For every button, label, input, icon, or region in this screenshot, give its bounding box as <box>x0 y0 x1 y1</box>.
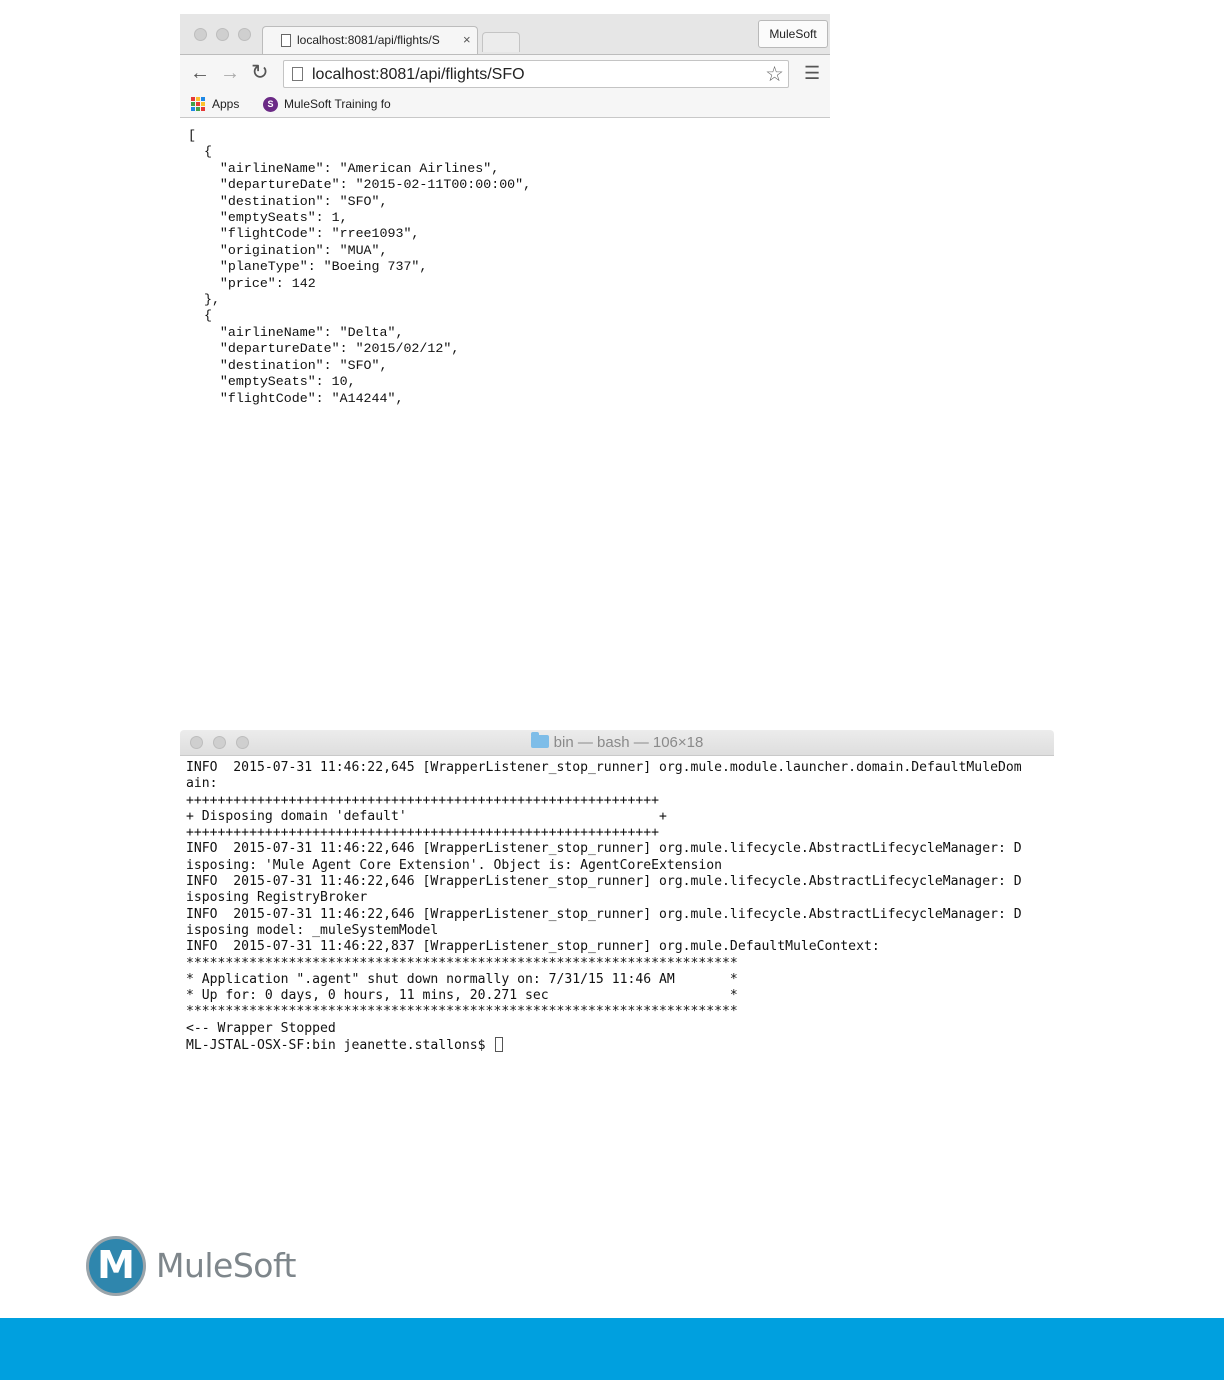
terminal-line: ++++++++++++++++++++++++++++++++++++++++++++++++++++++++++++ <box>186 792 659 808</box>
zoom-window-button[interactable] <box>238 28 251 41</box>
json-line: }, <box>203 292 220 308</box>
terminal-line: * Application ".agent" shut down normally on: 7/31/15 11:46 AM * <box>186 971 738 987</box>
close-window-button[interactable] <box>194 28 207 41</box>
forward-arrow-icon[interactable]: → <box>220 62 240 84</box>
terminal-line: isposing RegistryBroker <box>186 890 368 906</box>
new-tab-button[interactable] <box>482 32 520 52</box>
terminal-line: + Disposing domain 'default' + <box>186 808 667 824</box>
terminal-titlebar <box>180 730 1054 756</box>
terminal-line: ain: <box>186 776 218 792</box>
terminal-line: ++++++++++++++++++++++++++++++++++++++++++++++++++++++++++++ <box>186 825 659 841</box>
json-line: "departureDate": "2015-02-11T00:00:00", <box>219 177 532 193</box>
mulesoft-brand <box>86 1236 306 1296</box>
terminal-line: isposing: 'Mule Agent Core Extension'. Object is: AgentCoreExtension <box>186 857 723 873</box>
terminal-output[interactable] <box>186 760 1022 1054</box>
json-line: "destination": "SFO", <box>219 357 388 373</box>
address-bar[interactable] <box>283 60 789 88</box>
close-icon[interactable]: × <box>463 32 471 47</box>
bookmark-apps[interactable]: Apps <box>212 97 240 111</box>
browser-titlebar <box>180 14 830 54</box>
minimize-window-button[interactable] <box>216 28 229 41</box>
terminal-line: INFO 2015-07-31 11:46:22,645 [WrapperListener_stop_runner] org.mule.module.launcher.domain.DefaultMuleDom <box>186 760 1022 775</box>
terminal-line: INFO 2015-07-31 11:46:22,646 [WrapperListener_stop_runner] org.mule.lifecycle.AbstractLifecycleManager: D <box>186 874 1022 890</box>
page-icon <box>292 67 303 81</box>
terminal-line: INFO 2015-07-31 11:46:22,646 [WrapperListener_stop_runner] org.mule.lifecycle.AbstractLifecycleManager: D <box>186 841 1022 857</box>
terminal-line: INFO 2015-07-31 11:46:22,646 [WrapperListener_stop_runner] org.mule.lifecycle.AbstractLifecycleManager: D <box>186 906 1022 922</box>
json-line: "emptySeats": 1, <box>219 210 348 226</box>
json-line: "destination": "SFO", <box>219 193 388 209</box>
terminal-title-text: bin — bash — 106×18 <box>553 734 704 751</box>
tab-title: localhost:8081/api/flights/S <box>297 33 440 47</box>
menu-icon[interactable]: ☰ <box>804 63 821 83</box>
json-line: "flightCode": "rree1093", <box>219 226 420 242</box>
terminal-cursor <box>495 1037 503 1052</box>
folder-icon <box>531 735 549 748</box>
page-icon <box>281 34 291 47</box>
json-line: { <box>203 308 212 324</box>
terminal-window <box>180 730 1054 1060</box>
profile-button[interactable]: MuleSoft <box>758 20 828 48</box>
json-line: "flightCode": "A14244", <box>219 390 404 406</box>
json-line: "airlineName": "American Airlines", <box>219 160 500 176</box>
footer-bar <box>0 1318 1224 1380</box>
terminal-line: ********************************************************************** <box>186 1004 738 1020</box>
terminal-line: ML-JSTAL-OSX-SF:bin jeanette.stallons$ <box>186 1038 494 1054</box>
url-text[interactable]: localhost:8081/api/flights/SFO <box>312 66 525 83</box>
bookmarks-bar <box>180 92 830 118</box>
star-icon[interactable]: ☆ <box>765 63 784 86</box>
json-line: "planeType": "Boeing 737", <box>219 259 428 275</box>
json-line: "origination": "MUA", <box>219 242 388 258</box>
json-line: "emptySeats": 10, <box>219 374 356 390</box>
terminal-line: isposing model: _muleSystemModel <box>186 922 439 938</box>
brand-name: MuleSoft <box>156 1246 296 1285</box>
json-response <box>188 128 531 407</box>
reload-icon[interactable]: ↻ <box>251 61 269 84</box>
mulesoft-favicon: S <box>263 97 278 112</box>
json-line: "airlineName": "Delta", <box>219 324 404 340</box>
bookmark-mulesoft-training[interactable]: MuleSoft Training fo <box>284 97 391 111</box>
terminal-line: ********************************************************************** <box>186 955 738 971</box>
apps-grid-icon[interactable] <box>191 97 205 111</box>
browser-window <box>180 14 830 417</box>
json-line: { <box>203 144 212 160</box>
terminal-line: * Up for: 0 days, 0 hours, 11 mins, 20.271 sec * <box>186 988 738 1004</box>
json-line: "price": 142 <box>219 275 316 291</box>
back-arrow-icon[interactable]: ← <box>190 62 210 84</box>
json-line: "departureDate": "2015/02/12", <box>219 341 460 357</box>
terminal-title <box>180 734 1054 751</box>
browser-tab[interactable] <box>262 26 478 54</box>
json-line: [ <box>188 128 196 143</box>
terminal-line: <-- Wrapper Stopped <box>186 1020 336 1036</box>
terminal-line: INFO 2015-07-31 11:46:22,837 [WrapperListener_stop_runner] org.mule.DefaultMuleContext: <box>186 939 880 955</box>
browser-toolbar <box>180 54 830 92</box>
mulesoft-logo-icon: M <box>86 1236 146 1296</box>
